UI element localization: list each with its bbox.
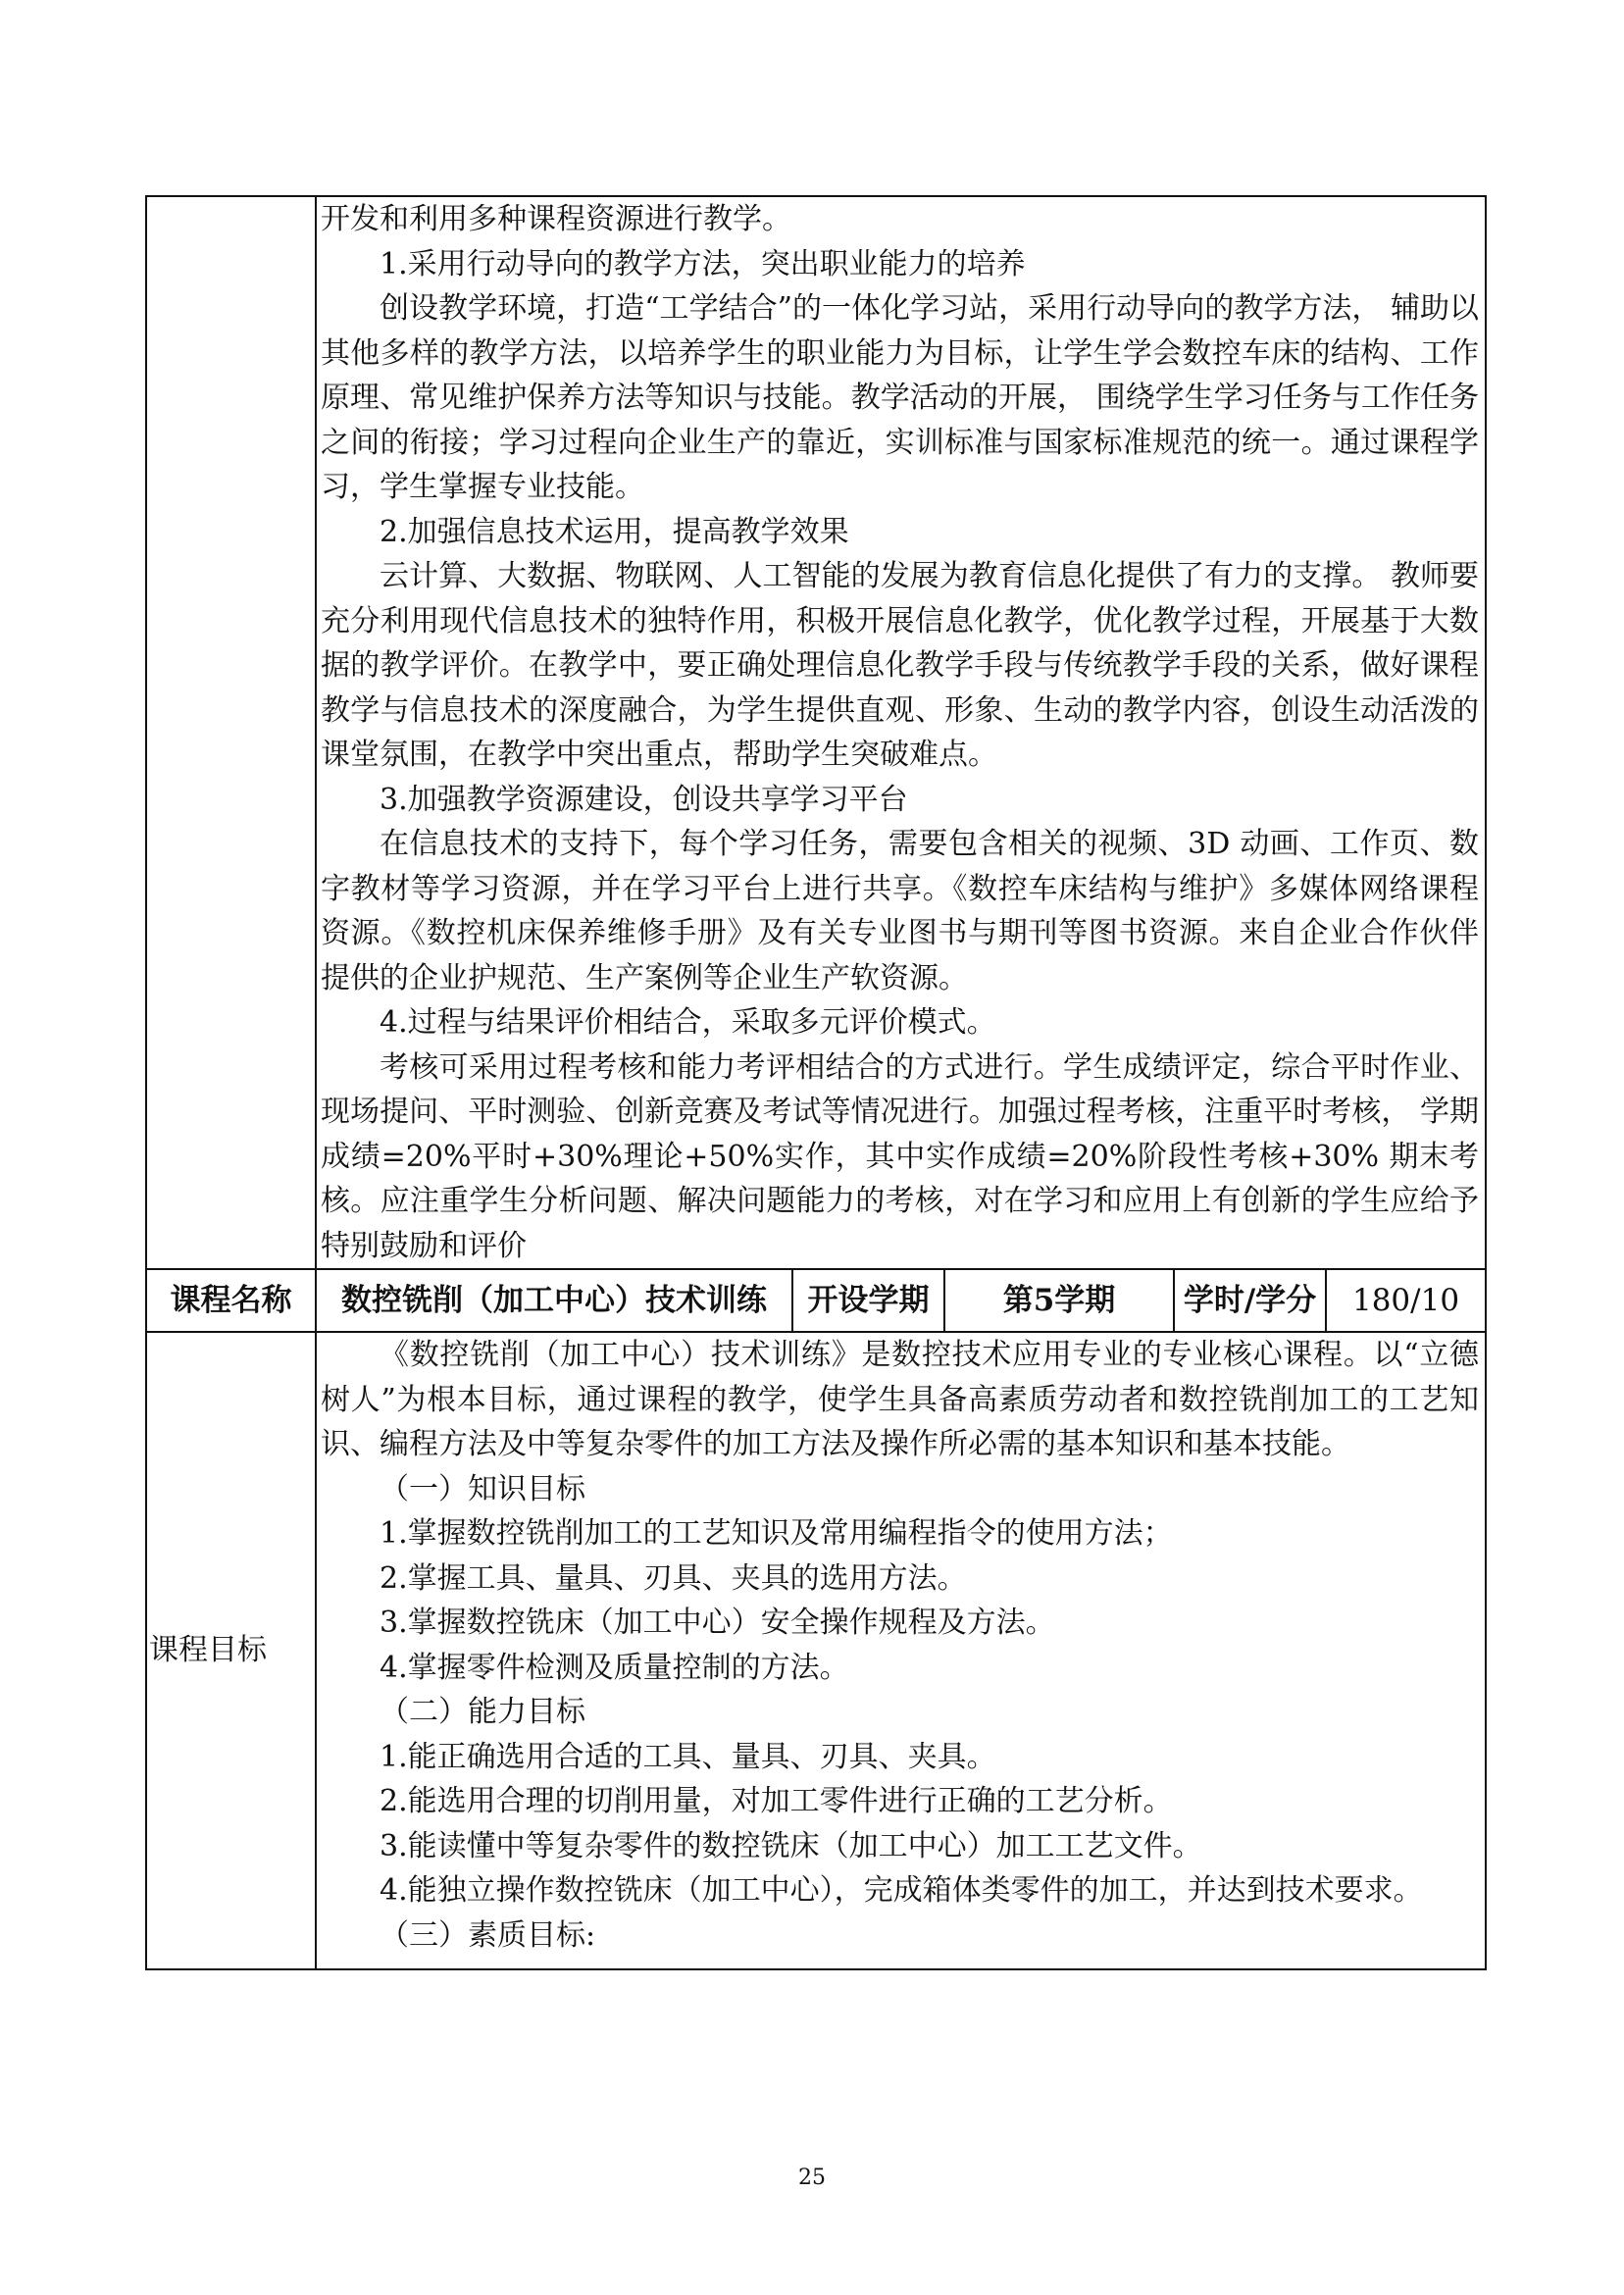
section1-paragraph: 4.过程与结果评价相结合，采取多元评价模式。 <box>380 1005 996 1040</box>
course-name-label: 课程名称 <box>146 1269 316 1332</box>
section1-paragraph: 创设教学环境，打造“工学结合”的一体化学习站，采用行动导向的教学方法， 辅助以其他多样的教学方法，以培养学生的职业能力为目标，让学生学会数控车床的结构、工作原理、常见维护保养方法等知识与技能。教学活动的开展， 围绕学生学习任务与工作任务之间的衔接；学习过程向企业生产的靠近，实训标准与国家标准规范的统一。通过课程学习，学生掌握专业技能。 <box>321 291 1480 504</box>
objectives-paragraph: （二）能力目标 <box>380 1695 585 1729</box>
objectives-paragraph: 2.能选用合理的切削用量，对加工零件进行正确的工艺分析。 <box>380 1784 1173 1818</box>
objectives-paragraph: （一）知识目标 <box>380 1471 585 1506</box>
teaching-methods-content <box>316 196 1486 1269</box>
course-header-row <box>146 1269 1486 1332</box>
objectives-paragraph: 4.掌握零件检测及质量控制的方法。 <box>380 1650 849 1685</box>
section1-paragraph: 1.采用行动导向的教学方法，突出职业能力的培养 <box>380 246 1026 281</box>
course-objectives-row <box>146 1332 1486 1969</box>
section1-paragraph: 考核可采用过程考核和能力考评相结合的方式进行。学生成绩评定，综合平时作业、现场提问、平时测验、创新竞赛及考试等情况进行。加强过程考核，注重平时考核， 学期成绩=20%平时+30%理论+50%实作，其中实作成绩=20%阶段性考核+30% 期末考核。应注重学生分析问题、解决问题能力的考核，对在学习和应用上有创新的学生应给予特别鼓励和评价 <box>321 1049 1480 1263</box>
empty-label-cell <box>146 196 316 1269</box>
objectives-paragraph: 1.掌握数控铣削加工的工艺知识及常用编程指令的使用方法； <box>380 1516 1173 1551</box>
course-name-value: 数控铣削（加工中心）技术训练 <box>316 1269 792 1332</box>
course-objectives-content <box>316 1332 1486 1969</box>
course-table <box>145 195 1487 1970</box>
hours-credits-value: 180/10 <box>1326 1269 1486 1332</box>
objectives-paragraph: （三）素质目标: <box>380 1917 596 1953</box>
hours-credits-label: 学时/学分 <box>1174 1269 1326 1332</box>
objectives-paragraph: 4.能独立操作数控铣床（加工中心），完成箱体类零件的加工，并达到技术要求。 <box>380 1873 1423 1908</box>
course-objectives-label: 课程目标 <box>146 1332 316 1969</box>
section1-paragraph: 开发和利用多种课程资源进行教学。 <box>321 202 791 236</box>
objectives-paragraph: 3.能读懂中等复杂零件的数控铣床（加工中心）加工工艺文件。 <box>380 1828 1202 1863</box>
objectives-paragraph: 3.掌握数控铣床（加工中心）安全操作规程及方法。 <box>380 1606 1055 1640</box>
page-number: 25 <box>798 2166 826 2190</box>
term-value: 第5学期 <box>944 1269 1174 1332</box>
objectives-paragraph: 2.掌握工具、量具、刃具、夹具的选用方法。 <box>380 1560 967 1596</box>
section1-paragraph: 云计算、大数据、物联网、人工智能的发展为教育信息化提供了有力的支撑。 教师要充分利用现代信息技术的独特作用，积极开展信息化教学，优化教学过程，开展基于大数据的教学评价。在教学中，要正确处理信息化教学手段与传统教学手段的关系，做好课程教学与信息技术的深度融合，为学生提供直观、形象、生动的教学内容，创设生动活泼的课堂氛围，在教学中突出重点，帮助学生突破难点。 <box>321 559 1480 772</box>
objectives-paragraph: 《数控铣削（加工中心）技术训练》是数控技术应用专业的专业核心课程。以“立德树人”为根本目标，通过课程的教学，使学生具备高素质劳动者和数控铣削加工的工艺知识、编程方法及中等复杂零件的加工方法及操作所必需的基本知识和基本技能。 <box>321 1338 1480 1461</box>
term-label: 开设学期 <box>792 1269 944 1332</box>
teaching-methods-row <box>146 196 1486 1269</box>
section1-paragraph: 3.加强教学资源建设，创设共享学习平台 <box>380 782 908 817</box>
section1-paragraph: 在信息技术的支持下，每个学习任务，需要包含相关的视频、3D 动画、工作页、数字教材等学习资源，并在学习平台上进行共享。《数控车床结构与维护》多媒体网络课程资源。《数控机床保养维修手册》及有关专业图书与期刊等图书资源。来自企业合作伙伴提供的企业护规范、生产案例等企业生产软资源。 <box>321 827 1480 995</box>
section1-paragraph: 2.加强信息技术运用，提高教学效果 <box>380 514 849 549</box>
objectives-paragraph: 1.能正确选用合适的工具、量具、刃具、夹具。 <box>380 1739 996 1774</box>
